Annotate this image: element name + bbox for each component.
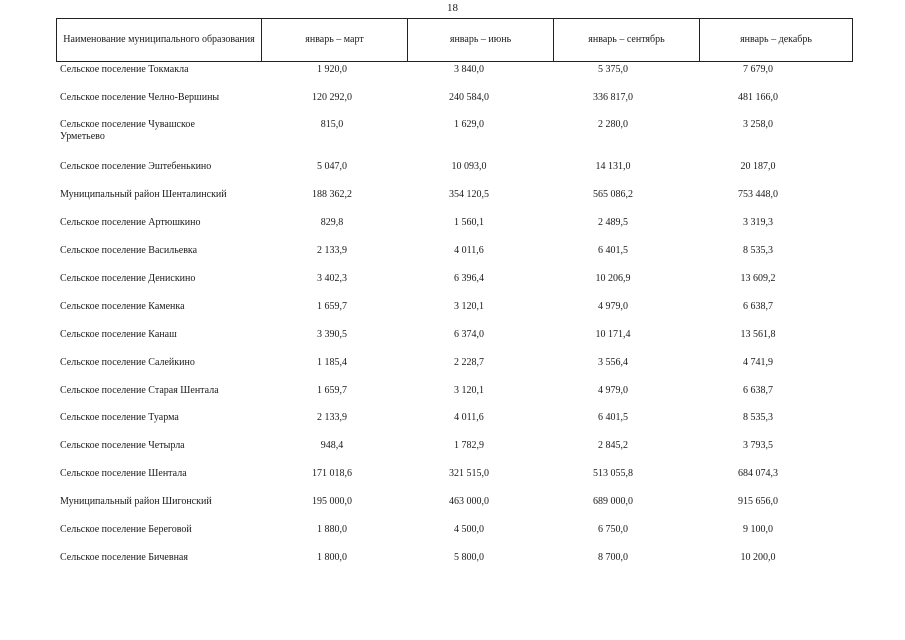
value-q1: 120 292,0 [312,92,352,103]
value-q2: 10 093,0 [451,161,487,172]
value-q2: 3 120,1 [454,301,484,312]
municipality-name: Сельское поселение Артюшкино [60,217,201,228]
value-q3: 10 206,9 [595,273,631,284]
municipality-name: Сельское поселение Салейкино [60,357,195,368]
value-q4: 9 100,0 [743,524,773,535]
value-q4: 13 561,8 [740,329,776,340]
value-q4: 3 793,5 [743,440,773,451]
value-q1: 1 659,7 [317,301,347,312]
value-q2: 1 560,1 [454,217,484,228]
value-q4: 481 166,0 [738,92,778,103]
value-q4: 3 319,3 [743,217,773,228]
value-q1: 3 390,5 [317,329,347,340]
value-q2: 1 629,0 [454,119,484,130]
value-q2: 4 500,0 [454,524,484,535]
value-q2: 463 000,0 [449,496,489,507]
table-header [56,18,853,62]
value-q1: 188 362,2 [312,189,352,200]
municipality-name: Сельское поселение Старая Шентала [60,385,219,396]
value-q2: 6 374,0 [454,329,484,340]
value-q1: 3 402,3 [317,273,347,284]
municipality-name: Сельское поселение Канаш [60,329,177,340]
value-q4: 3 258,0 [743,119,773,130]
value-q1: 1 880,0 [317,524,347,535]
value-q3: 2 489,5 [598,217,628,228]
value-q2: 3 840,0 [454,64,484,75]
value-q2: 4 011,6 [454,412,484,423]
value-q3: 513 055,8 [593,468,633,479]
value-q2: 240 584,0 [449,92,489,103]
municipality-name: Сельское поселение Денискино [60,273,196,284]
value-q4: 8 535,3 [743,412,773,423]
value-q3: 6 401,5 [598,245,628,256]
value-q1: 2 133,9 [317,245,347,256]
municipality-name: Муниципальный район Шенталинский [60,189,227,200]
value-q3: 8 700,0 [598,552,628,563]
value-q4: 684 074,3 [738,468,778,479]
value-q4: 753 448,0 [738,189,778,200]
value-q1: 5 047,0 [317,161,347,172]
header-q1-column: январь – март [262,19,408,62]
value-q2: 1 782,9 [454,440,484,451]
municipality-name: Сельское поселение Челно-Вершины [60,92,220,103]
value-q3: 4 979,0 [598,301,628,312]
value-q1: 2 133,9 [317,412,347,423]
value-q4: 4 741,9 [743,357,773,368]
municipality-name: Сельское поселение Чувашское Урметьево [60,119,195,142]
value-q4: 8 535,3 [743,245,773,256]
value-q2: 321 515,0 [449,468,489,479]
value-q4: 915 656,0 [738,496,778,507]
value-q1: 1 185,4 [317,357,347,368]
value-q4: 6 638,7 [743,301,773,312]
municipality-name: Сельское поселение Каменка [60,301,185,312]
municipality-name: Сельское поселение Береговой [60,524,192,535]
value-q3: 6 750,0 [598,524,628,535]
value-q3: 689 000,0 [593,496,633,507]
value-q3: 14 131,0 [595,161,631,172]
header-q4-column: январь – декабрь [700,19,853,62]
header-q3-column: январь – сентябрь [554,19,700,62]
value-q1: 829,8 [320,217,344,228]
value-q2: 5 800,0 [454,552,484,563]
page-number: 18 [447,2,458,14]
value-q4: 6 638,7 [743,385,773,396]
value-q4: 13 609,2 [740,273,776,284]
header-name-column: Наименование муниципального образования [57,19,262,62]
value-q1: 815,0 [320,119,344,130]
value-q3: 2 280,0 [598,119,628,130]
value-q3: 565 086,2 [593,189,633,200]
value-q3: 336 817,0 [593,92,633,103]
municipality-name: Сельское поселение Четырла [60,440,185,451]
value-q1: 1 920,0 [317,64,347,75]
municipality-name: Сельское поселение Шентала [60,468,187,479]
value-q1: 195 000,0 [312,496,352,507]
municipality-name: Сельское поселение Бичевная [60,552,188,563]
value-q1: 1 659,7 [317,385,347,396]
value-q3: 2 845,2 [598,440,628,451]
value-q1: 948,4 [320,440,344,451]
municipality-name: Сельское поселение Туарма [60,412,179,423]
header-q2-column: январь – июнь [408,19,554,62]
municipality-name: Сельское поселение Васильевка [60,245,198,256]
value-q2: 3 120,1 [454,385,484,396]
value-q3: 10 171,4 [595,329,631,340]
municipality-name: Муниципальный район Шигонский [60,496,212,507]
value-q3: 6 401,5 [598,412,628,423]
value-q2: 4 011,6 [454,245,484,256]
value-q4: 10 200,0 [740,552,776,563]
value-q4: 20 187,0 [740,161,776,172]
value-q1: 1 800,0 [317,552,347,563]
value-q3: 3 556,4 [598,357,628,368]
value-q3: 5 375,0 [598,64,628,75]
value-q2: 354 120,5 [449,189,489,200]
municipality-name: Сельское поселение Токмакла [60,64,189,75]
value-q2: 6 396,4 [454,273,484,284]
value-q2: 2 228,7 [454,357,484,368]
municipality-name: Сельское поселение Эштебенькино [60,161,212,172]
value-q1: 171 018,6 [312,468,352,479]
value-q4: 7 679,0 [743,64,773,75]
value-q3: 4 979,0 [598,385,628,396]
